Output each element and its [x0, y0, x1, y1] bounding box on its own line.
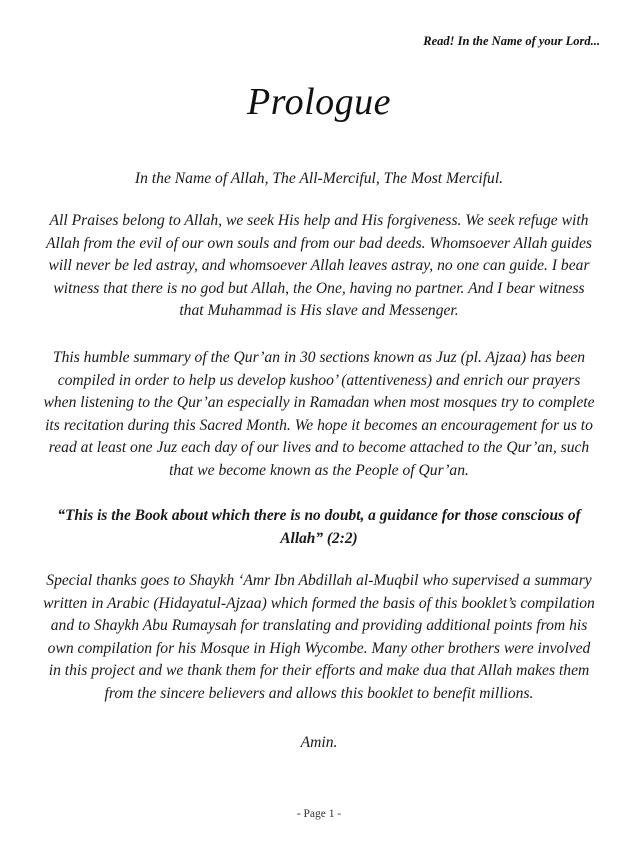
paragraph-summary: This humble summary of the Qur’an in 30 sections known as Juz (pl. Ajzaa) has been compiled in order to help us develop kushoo’ (attentiveness) and enrich our prayers when listening to the Qur’an especially in Ramadan when most mosques try to complete its recitation during this Sacred Month. We hope it becomes an encouragement for us to read at least one Juz each day of our lives and to become attached to the Qur’an, such that we become known as the People of Qur’an.: [43, 349, 595, 479]
paragraph-praises: All Praises belong to Allah, we seek His help and His forgiveness. We seek refuge with Allah from the evil of our own souls and from our bad deeds. Whomsoever Allah guides will never be led astray, and whomsoever Allah leaves astray, no one can guide. I bear witness that there is no god but Allah, the One, having no partner. And I bear witness that Muhammad is His slave and Messenger.: [45, 212, 593, 320]
page-number: - Page 1 -: [296, 808, 342, 820]
quran-quote: “This is the Book about which there is no doubt, a guidance for those conscious of Allah” (2:2): [57, 507, 581, 547]
paragraph-thanks: Special thanks goes to Shaykh ‘Amr Ibn Abdillah al-Muqbil who supervised a summary written in Arabic (Hidayatul-Ajzaa) which formed the basis of this booklet’s compilation and to Shaykh Abu Rumaysah for translating and providing additional points from his own compilation for his Mosque in High Wycombe. Many other brothers were involved in this project and we thank them for their efforts and make dua that Allah makes them from the sincere believers and allows this booklet to benefit millions.: [43, 572, 595, 702]
opening-invocation: In the Name of Allah, The All-Merciful, The Most Merciful.: [134, 170, 504, 187]
page-title: Prologue: [246, 81, 391, 123]
closing-amin: Amin.: [300, 734, 338, 751]
running-header: Read! In the Name of your Lord...: [423, 34, 600, 48]
